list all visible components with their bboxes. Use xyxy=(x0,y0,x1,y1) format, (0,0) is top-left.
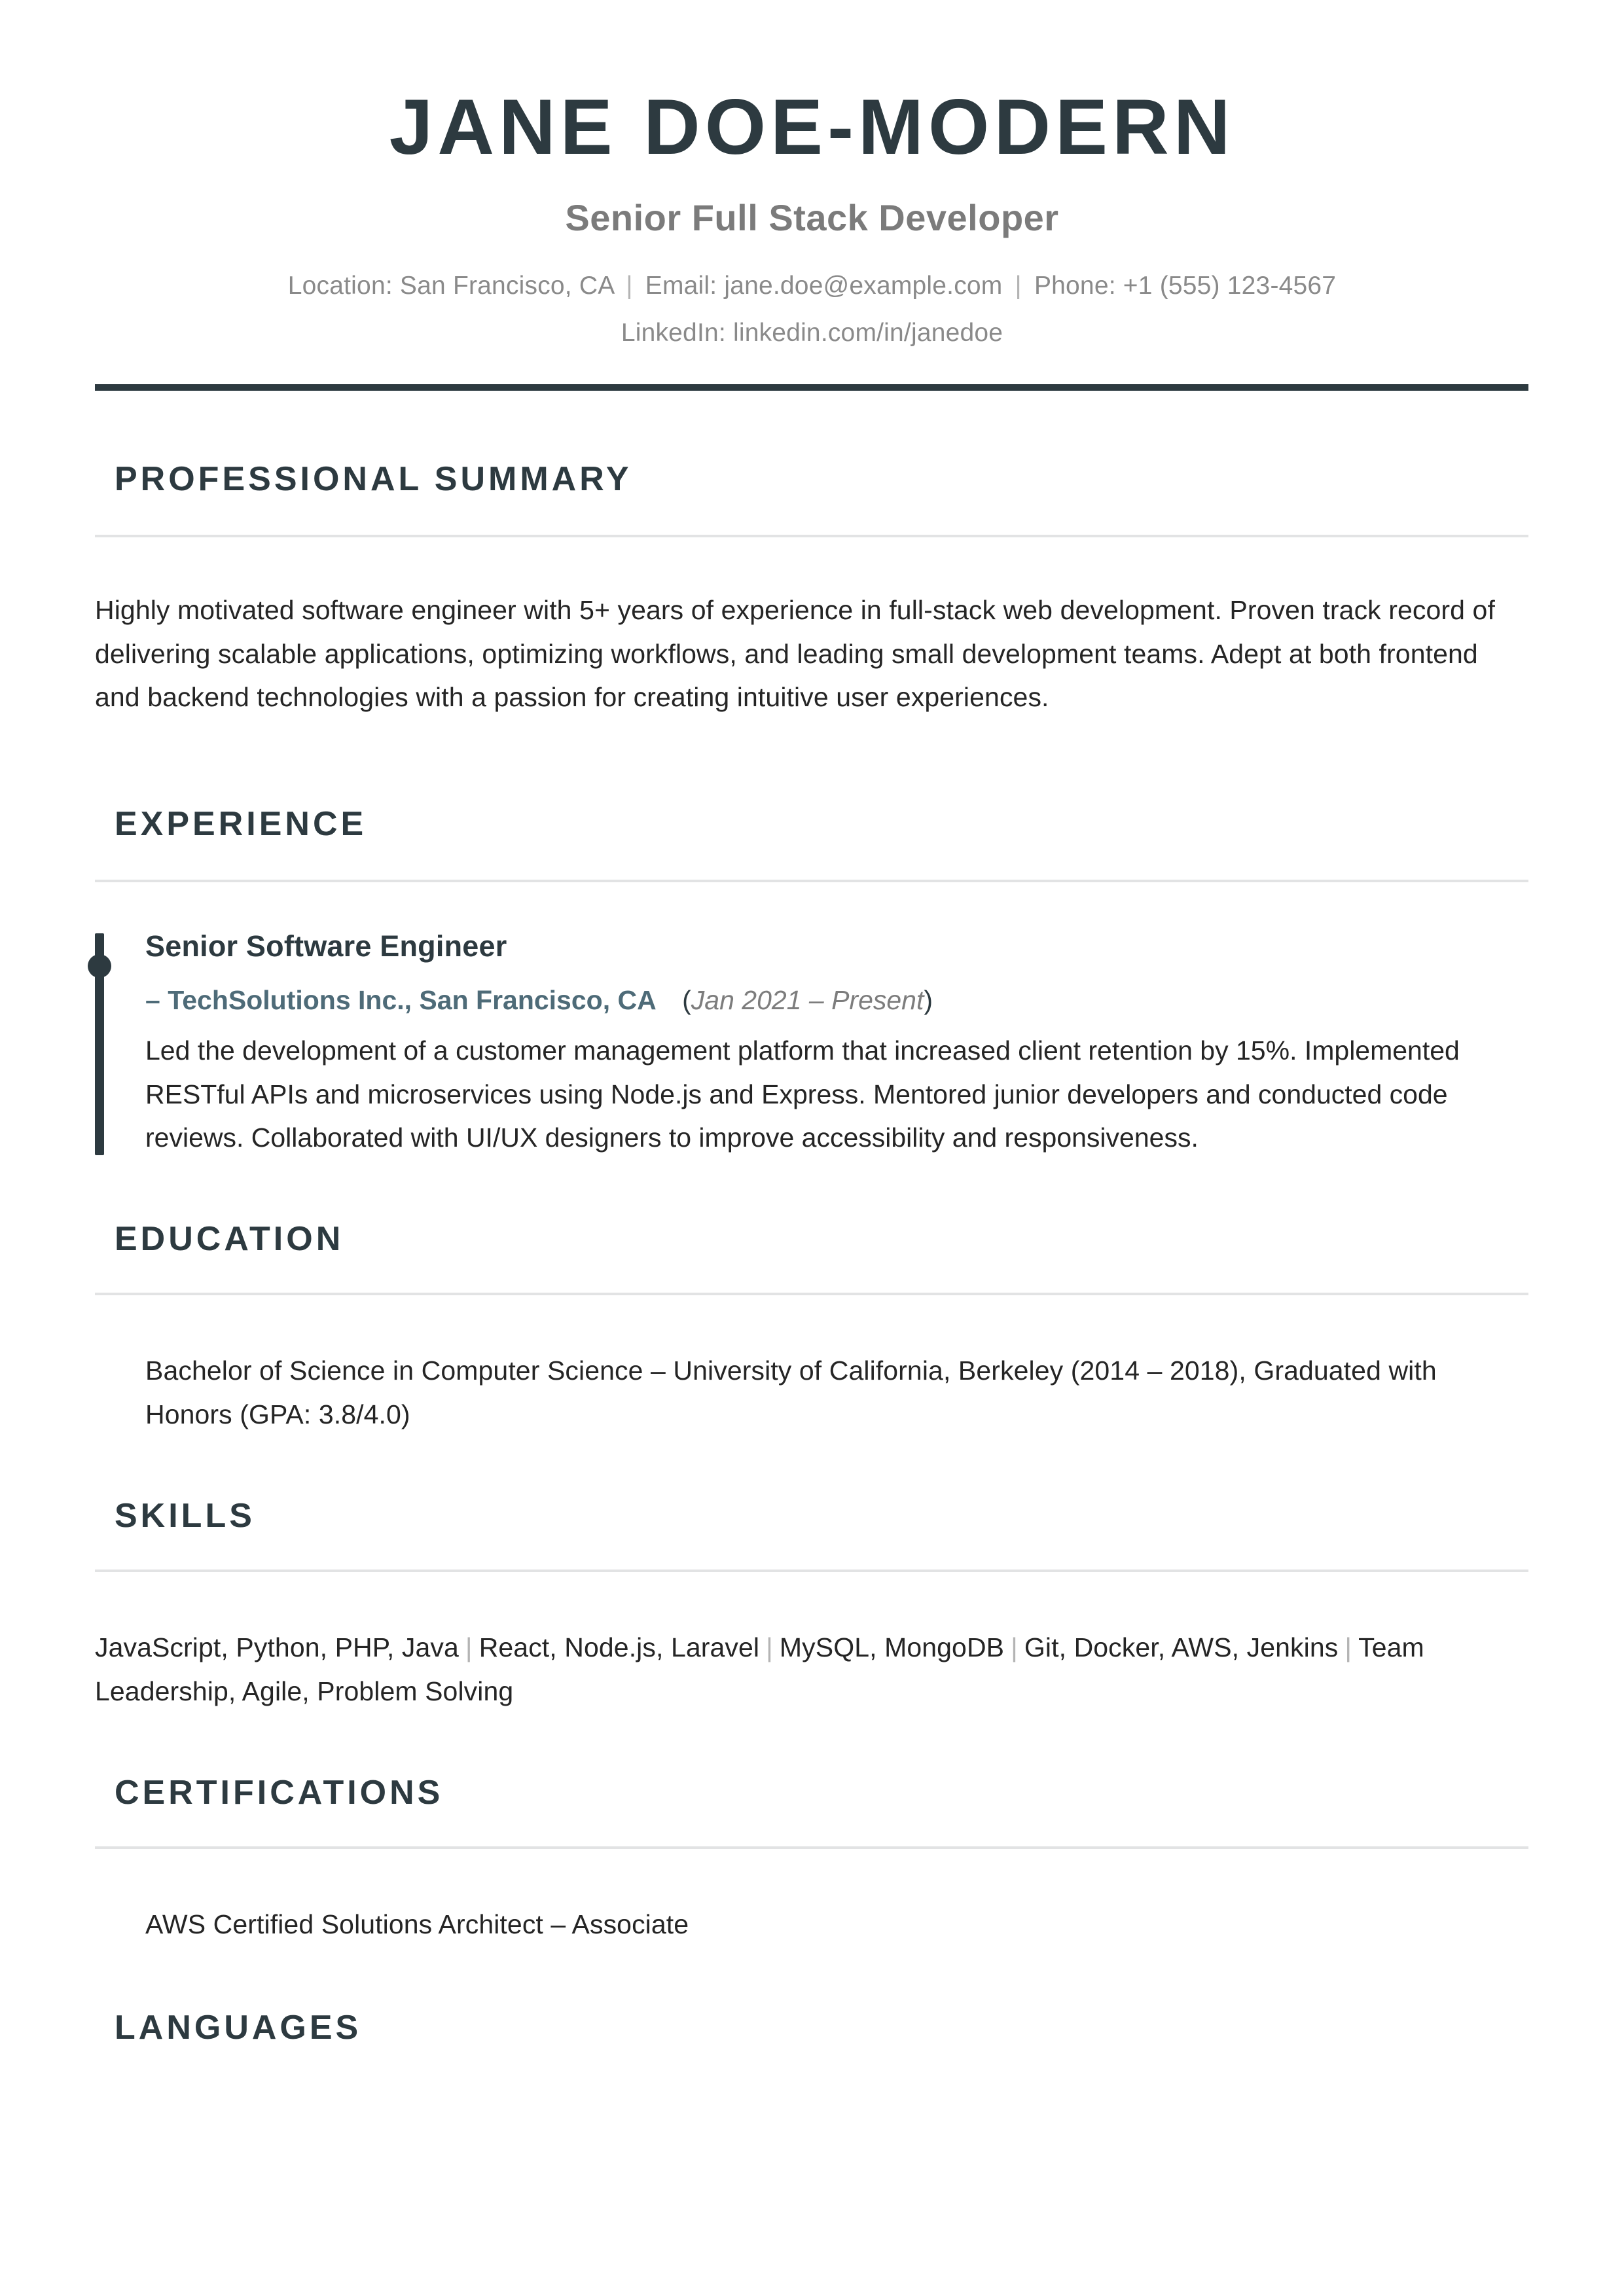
candidate-name: JANE DOE-MODERN xyxy=(389,83,1235,171)
experience-item xyxy=(95,929,1528,1160)
section-heading-experience: EXPERIENCE xyxy=(115,804,367,843)
experience-role: Senior Software Engineer xyxy=(145,929,507,963)
timeline-dot-icon xyxy=(88,954,111,978)
summary-text: Highly motivated software engineer with 5+ years of experience in full-stack web development. Proven track record of delivering scalable applications, optimizing workflows, and leading small development teams. Adept at both frontend and backend technologies with a passion for creating intuitive user experiences. xyxy=(95,595,1495,713)
contact-separator: | xyxy=(626,271,633,300)
section-divider xyxy=(95,880,1528,882)
section-experience xyxy=(95,719,1528,1160)
candidate-job-title: Senior Full Stack Developer xyxy=(565,196,1059,238)
skills-group: React, Node.js, Laravel xyxy=(478,1632,760,1663)
email-label: Email: xyxy=(645,271,717,300)
phone-label: Phone: xyxy=(1034,271,1116,300)
skills-separator: | xyxy=(766,1632,773,1663)
location-label: Location: xyxy=(287,271,393,300)
timeline-bar xyxy=(95,933,104,1156)
contact-line-primary xyxy=(95,266,1529,306)
experience-meta xyxy=(145,981,1528,1020)
experience-date-range: Jan 2021 – Present xyxy=(691,984,924,1015)
header-rule xyxy=(95,384,1528,391)
linkedin-label: LinkedIn: xyxy=(621,319,726,348)
phone-value: +1 (555) 123-4567 xyxy=(1123,271,1337,300)
location-value: San Francisco, CA xyxy=(399,271,614,300)
section-languages xyxy=(95,1946,1528,2047)
section-professional-summary xyxy=(95,391,1528,719)
section-heading-skills: SKILLS xyxy=(115,1497,255,1535)
section-heading-summary: PROFESSIONAL SUMMARY xyxy=(115,460,632,499)
section-heading-education: EDUCATION xyxy=(115,1220,344,1259)
experience-dash: – xyxy=(145,984,160,1015)
experience-company: TechSolutions Inc., San Francisco, CA xyxy=(168,984,657,1015)
section-skills xyxy=(95,1436,1528,1713)
section-heading-languages: LANGUAGES xyxy=(115,2009,362,2047)
skills-text xyxy=(95,1626,1528,1713)
skills-separator: | xyxy=(1344,1632,1352,1663)
skills-separator: | xyxy=(465,1632,473,1663)
skills-group: JavaScript, Python, PHP, Java xyxy=(95,1632,459,1663)
section-education xyxy=(95,1159,1528,1436)
experience-list xyxy=(95,929,1528,1160)
email-value[interactable]: jane.doe@example.com xyxy=(724,271,1003,300)
section-divider xyxy=(95,1293,1528,1295)
paren-open: ( xyxy=(682,984,691,1015)
linkedin-value[interactable]: linkedin.com/in/janedoe xyxy=(732,319,1003,348)
contact-separator: | xyxy=(1015,271,1022,300)
experience-description: Led the development of a customer management platform that increased client retention by 15%. Implemented RESTful APIs and microservices using Node.js and Express. Mentored junior developers and conducted code reviews. Collaborated with UI/UX designers to improve accessibility and responsiveness. xyxy=(145,1035,1460,1153)
education-text: Bachelor of Science in Computer Science – University of California, Berkeley (2014 – 2018), Graduated with Honors (GPA: 3.8/4.0) xyxy=(145,1355,1437,1429)
skills-separator: | xyxy=(1011,1632,1018,1663)
contact-line-linkedin xyxy=(95,314,1529,353)
experience-dates xyxy=(664,985,933,1015)
skills-group: Team Leadership, Agile, Problem Solving xyxy=(95,1632,1424,1706)
skills-group: MySQL, MongoDB xyxy=(779,1632,1005,1663)
certifications-text: AWS Certified Solutions Architect – Associate xyxy=(145,1909,689,1939)
section-divider xyxy=(95,535,1528,537)
paren-close: ) xyxy=(924,984,933,1015)
skills-group: Git, Docker, AWS, Jenkins xyxy=(1024,1632,1339,1663)
resume-header xyxy=(95,0,1529,353)
section-heading-certifications: CERTIFICATIONS xyxy=(115,1773,444,1812)
section-divider xyxy=(95,1846,1528,1849)
section-certifications xyxy=(95,1713,1528,1946)
section-divider xyxy=(95,1570,1528,1572)
